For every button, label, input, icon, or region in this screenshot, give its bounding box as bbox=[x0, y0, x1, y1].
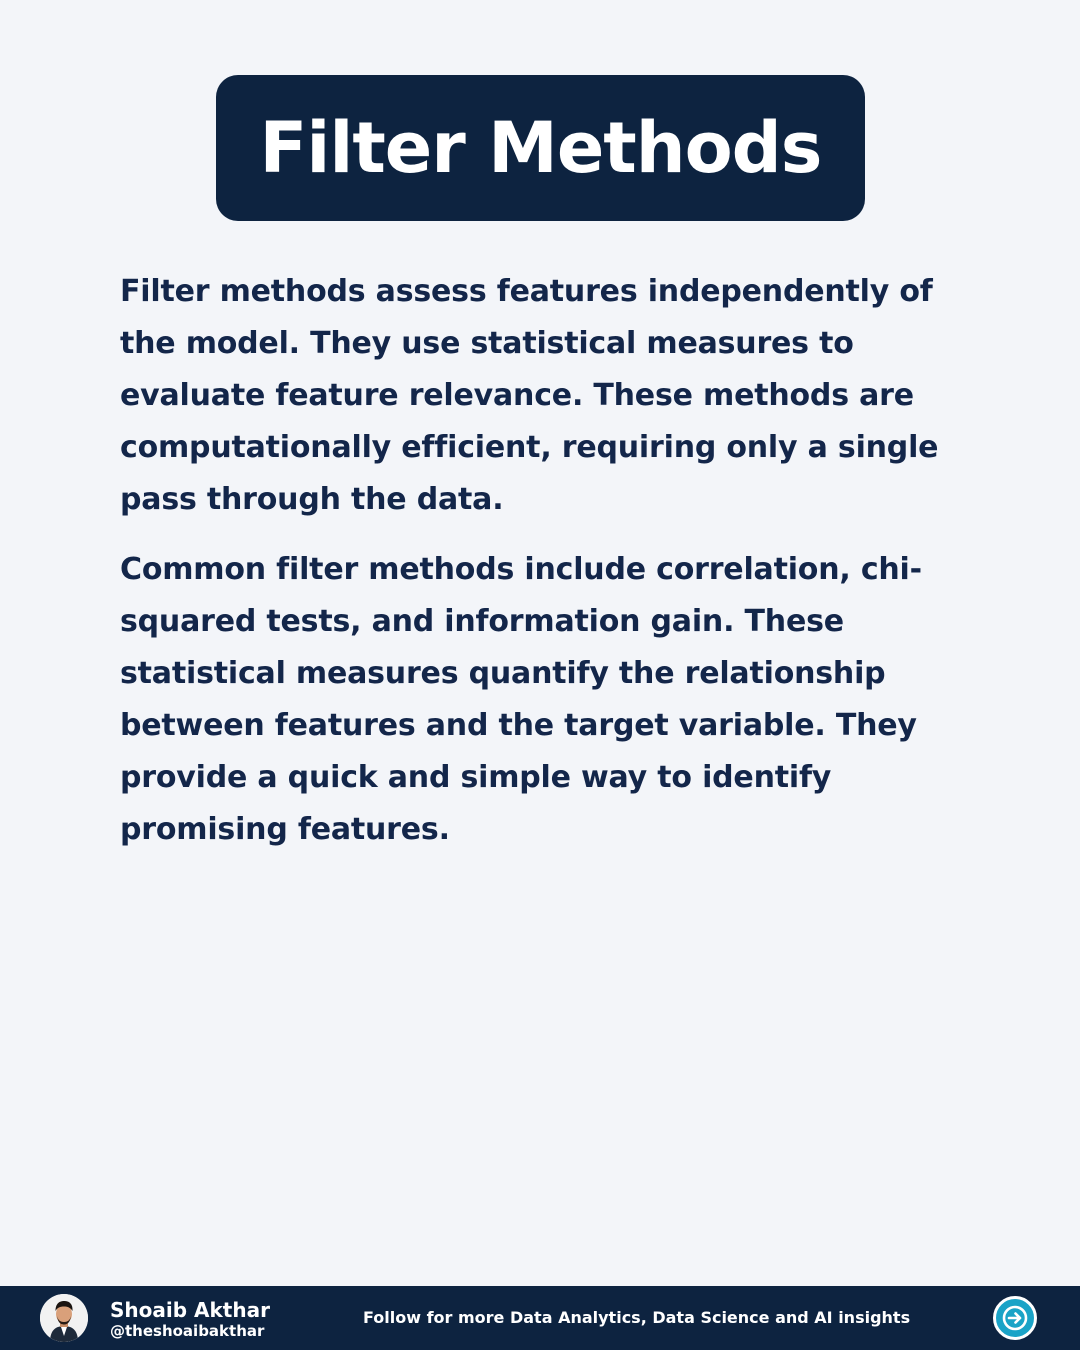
person-avatar-icon bbox=[40, 1294, 88, 1342]
title-banner bbox=[216, 75, 865, 221]
author-handle: @theshoaibakthar bbox=[110, 1322, 265, 1340]
arrow-right-circle-icon bbox=[1002, 1305, 1028, 1331]
page-title: Filter Methods bbox=[259, 107, 822, 189]
footer-bar bbox=[0, 1286, 1080, 1350]
paragraph-examples: Common filter methods include correlation, chi-squared tests, and information gain. These statistical measures quantify the relationship between features and the target variable. They provide a quick and simple way to identify promising features. bbox=[120, 552, 922, 847]
next-slide-button[interactable] bbox=[993, 1296, 1037, 1340]
follow-cta: Follow for more Data Analytics, Data Science and AI insights bbox=[363, 1308, 911, 1327]
paragraph-intro: Filter methods assess features independently of the model. They use statistical measures to evaluate feature relevance. These methods are computationally efficient, requiring only a single pass through the data. bbox=[120, 274, 939, 517]
avatar bbox=[40, 1294, 88, 1342]
body-content bbox=[120, 266, 972, 874]
author-name: Shoaib Akthar bbox=[110, 1298, 270, 1322]
